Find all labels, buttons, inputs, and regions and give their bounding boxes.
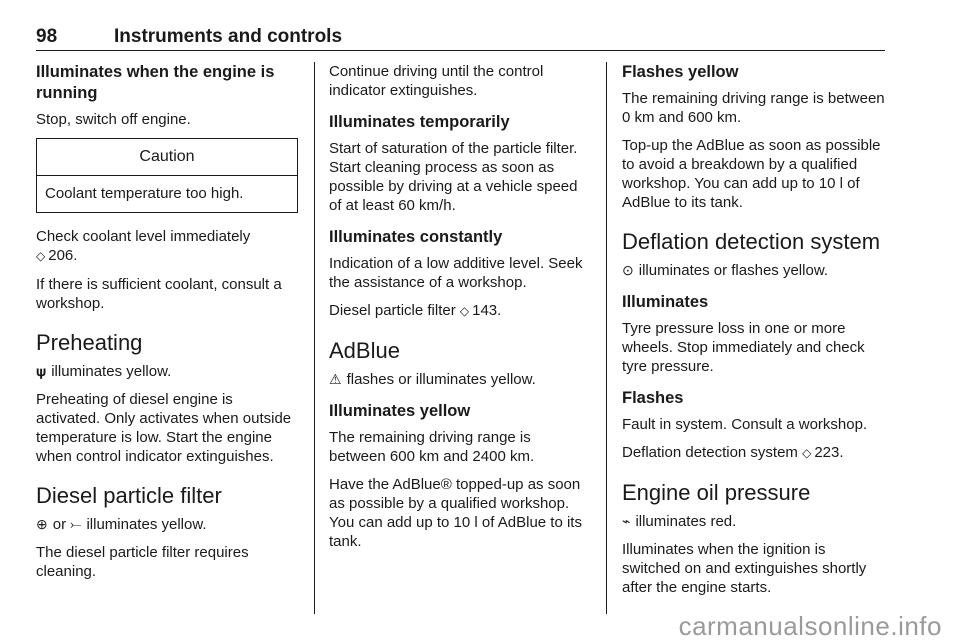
deflation-ref-text: Deflation detection system xyxy=(622,444,798,461)
caution-box xyxy=(36,138,298,213)
flashes-heading: Flashes xyxy=(622,389,684,407)
page-number: 98 xyxy=(36,26,58,47)
column-1 xyxy=(36,62,298,590)
oil-pressure-heading: Engine oil pressure xyxy=(622,480,811,505)
flashes-yellow-heading: Flashes yellow xyxy=(622,63,739,81)
deflation-indicator-text: illuminates or flashes yellow. xyxy=(638,262,828,279)
dpf-indicator-text: illuminates yellow. xyxy=(86,516,207,533)
dpf-or: or xyxy=(52,516,67,533)
preheat-indicator-text: illuminates yellow. xyxy=(51,363,172,380)
preheating-heading: Preheating xyxy=(36,330,143,355)
oil-indicator xyxy=(622,512,886,531)
illuminates-constantly-heading: Illuminates constantly xyxy=(329,228,503,246)
dpf-text: The diesel particle filter requires cleaning. xyxy=(36,544,249,580)
illuminates-heading: Illuminates xyxy=(622,293,709,311)
caution-title: Caution xyxy=(37,139,297,176)
column-divider xyxy=(314,62,315,614)
adblue-indicator-text: flashes or illuminates yellow. xyxy=(346,371,536,388)
adblue-heading: AdBlue xyxy=(329,338,400,363)
reference-icon: ◇ xyxy=(459,304,470,318)
oil-indicator-text: illuminates red. xyxy=(635,513,737,530)
coolant-text xyxy=(36,227,298,266)
dpf-heading: Diesel particle filter xyxy=(36,483,222,508)
watermark: carmanualsonline.info xyxy=(678,611,942,641)
dpf-ref-text: Diesel particle filter xyxy=(329,302,456,319)
deflation-indicator xyxy=(622,261,886,280)
column-2 xyxy=(329,62,591,560)
preheating-indicator xyxy=(36,362,298,381)
adblue-topup-text-2: Top-up the AdBlue as soon as possible to avoid a breakdown by a qualified workshop. You can add up to 10 l of AdBlue to its tank. xyxy=(622,137,881,211)
engine-running-text: Stop, switch off engine. xyxy=(36,111,191,128)
reference-icon: ◇ xyxy=(36,249,46,263)
oil-can-icon: ⌁ xyxy=(622,513,631,529)
preheating-text: Preheating of diesel engine is activated. Only activates when outside temperature is low. Start the engine when control indicator extinguishes. xyxy=(36,391,292,465)
sufficient-coolant-text: If there is sufficient coolant, consult a workshop. xyxy=(36,276,282,312)
column-divider xyxy=(606,62,607,614)
illuminates-temporarily-heading: Illuminates temporarily xyxy=(329,113,510,131)
oil-pressure-text: Illuminates when the ignition is switched on and extinguishes shortly after the engine starts. xyxy=(622,541,867,596)
deflation-ref: 223. xyxy=(814,444,844,461)
dpf-ref: 143. xyxy=(472,302,502,319)
illuminates-yellow-heading: Illuminates yellow xyxy=(329,402,471,420)
dpf-indicator xyxy=(36,515,298,534)
adblue-indicator xyxy=(329,370,591,389)
illuminates-temporarily-text: Start of saturation of the particle filter. Start cleaning process as soon as possible by driving at a vehicle speed of at least 60 km/h. xyxy=(329,140,578,214)
caution-text: Coolant temperature too high. xyxy=(45,185,244,202)
particle-filter-icon: ⊕ xyxy=(36,516,48,532)
coolant-ref: 206. xyxy=(48,247,78,264)
illuminates-constantly-text: Indication of a low additive level. Seek the assistance of a workshop. xyxy=(329,255,583,291)
reference-icon: ◇ xyxy=(802,446,812,460)
page-header xyxy=(36,24,885,51)
dpf-reference xyxy=(329,301,591,321)
preheat-icon: 𝛙 xyxy=(36,363,47,379)
adblue-icon: ⚠ xyxy=(329,371,342,387)
flashes-yellow-text: The remaining driving range is between 0 km and 600 km. xyxy=(622,90,885,126)
flashes-text: Fault in system. Consult a workshop. xyxy=(622,416,868,433)
engine-running-heading: Illuminates when the engine is running xyxy=(36,63,275,102)
illuminates-text: Tyre pressure loss in one or more wheels. Stop immediately and check tyre pressure. xyxy=(622,320,865,375)
adblue-topup-text: Have the AdBlue® topped-up as soon as possible by a qualified workshop. You can add up to 10 l of AdBlue to its tank. xyxy=(329,476,582,550)
deflation-heading: Deflation detection system xyxy=(622,229,881,254)
column-3 xyxy=(622,62,886,606)
tyre-pressure-icon: ⊙ xyxy=(622,262,634,278)
coolant-text-main: Check coolant level immediately xyxy=(36,228,251,245)
continue-driving-text: Continue driving until the control indicator extinguishes. xyxy=(329,63,544,99)
page-title: Instruments and controls xyxy=(114,26,343,47)
exhaust-icon: ⤚ xyxy=(70,516,82,532)
deflation-reference xyxy=(622,443,886,463)
illuminates-yellow-text: The remaining driving range is between 600 km and 2400 km. xyxy=(329,429,535,465)
